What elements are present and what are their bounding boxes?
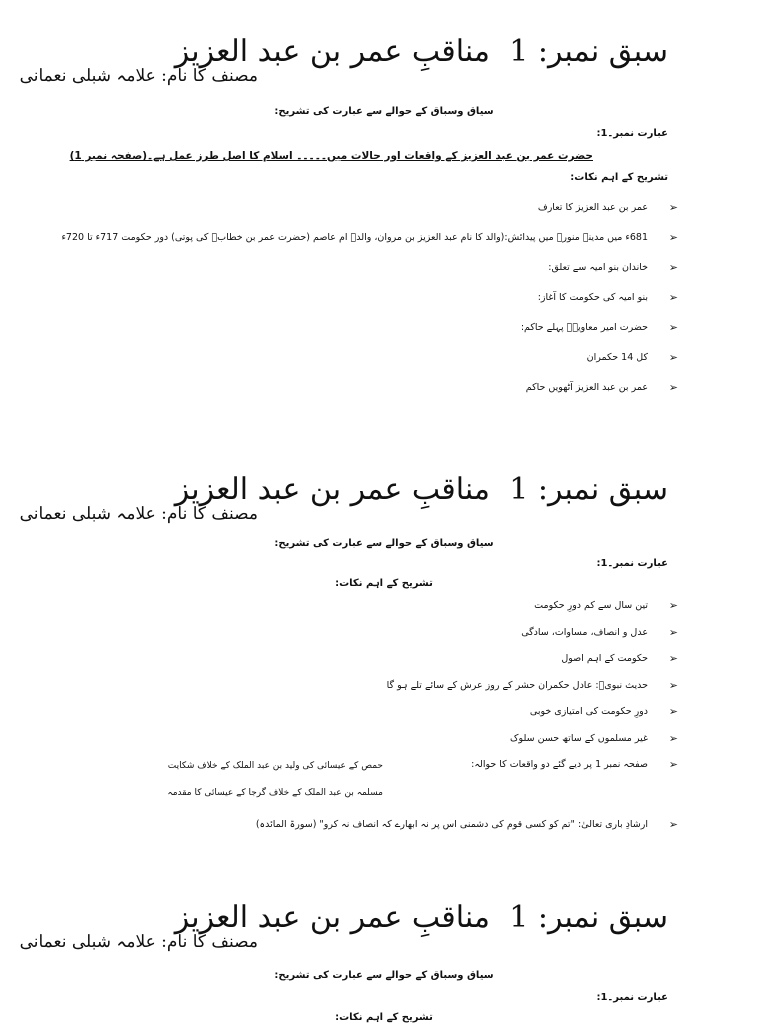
section-3 (0, 896, 768, 1024)
list-item: ➢ حدیث نبویؐ: عادل حکمران حشر کے روز عرش کے سائے تلے ہو گا (386, 678, 678, 692)
side-note: حمص کے عیسائی کی ولید بن عبد الملک کے خلاف شکایت (167, 761, 383, 771)
author-name: مصنف کا نام: علامہ شبلی نعمانی (19, 932, 258, 952)
arrow-bullet-icon: ➢ (668, 351, 678, 364)
title-row (0, 468, 768, 524)
arrow-bullet-icon: ➢ (668, 758, 678, 771)
list-item: ➢ عمر بن عبد العزیز کا تعارف (537, 201, 678, 214)
arrow-bullet-icon: ➢ (668, 291, 678, 304)
arrow-bullet-icon: ➢ (668, 705, 678, 718)
arrow-bullet-icon: ➢ (668, 652, 678, 665)
arrow-bullet-icon: ➢ (668, 599, 678, 612)
list-item: ➢ دورِ حکومت کی امتیازی خوبی (529, 705, 678, 718)
context-heading: سیاق وسباق کے حوالے سے عبارت کی تشریح: (274, 106, 494, 117)
points-heading: تشریح کے اہم نکات: (335, 1012, 433, 1023)
arrow-bullet-icon: ➢ (668, 231, 678, 244)
arrow-bullet-icon: ➢ (668, 321, 678, 334)
passage-number: عبارت نمبر۔1: (596, 128, 668, 139)
lesson-title: مناقبِ عمر بن عبد العزیز (174, 472, 490, 507)
title-row (0, 30, 768, 86)
list-item: ➢ حضرت امیر معاویہؓ پہلے حاکم: (520, 321, 678, 334)
list-item: ➢ غیر مسلموں کے ساتھ حسن سلوک (510, 731, 678, 745)
lesson-title: مناقبِ عمر بن عبد العزیز (174, 34, 490, 69)
context-heading: سیاق وسباق کے حوالے سے عبارت کی تشریح: (274, 970, 494, 981)
arrow-bullet-icon: ➢ (668, 731, 678, 745)
list-item: ➢ کل 14 حکمران (586, 351, 678, 364)
list-item: ➢ ارشادِ باری تعالیٰ: "تم کو کسی قوم کی دشمنی اس پر نہ ابھارے کہ انصاف نہ کرو" (سورۃ المائدہ) (255, 818, 678, 831)
list-item: ➢ حکومت کے اہم اصول (561, 652, 678, 665)
list-item: ➢ بنو امیہ کی حکومت کا آغاز: (537, 291, 678, 304)
list-item: ➢ عمر بن عبد العزیز آٹھویں حاکم (525, 381, 678, 394)
lesson-title: مناقبِ عمر بن عبد العزیز (174, 900, 490, 935)
author-name: مصنف کا نام: علامہ شبلی نعمانی (19, 504, 258, 524)
arrow-bullet-icon: ➢ (668, 818, 678, 831)
title-row (0, 896, 768, 952)
arrow-bullet-icon: ➢ (668, 625, 678, 639)
points-list (61, 200, 678, 410)
points-heading: تشریح کے اہم نکات: (570, 172, 668, 183)
arrow-bullet-icon: ➢ (668, 201, 678, 214)
arrow-bullet-icon: ➢ (668, 381, 678, 394)
arrow-bullet-icon: ➢ (668, 261, 678, 274)
lesson-number: سبق نمبر: 1 (509, 472, 668, 507)
author-name: مصنف کا نام: علامہ شبلی نعمانی (19, 66, 258, 86)
list-item: ➢ خاندان بنو امیہ سے تعلق: (548, 261, 678, 274)
passage-text: حضرت عمر بن عبد العزیز کے واقعات اور حالات میں۔۔۔۔۔ اسلام کا اصل طرز عمل ہے۔(صفحہ نمبر 1) (69, 150, 593, 162)
arrow-bullet-icon: ➢ (668, 678, 678, 692)
section-2 (0, 468, 768, 848)
lesson-number: سبق نمبر: 1 (509, 900, 668, 935)
side-note: مسلمہ بن عبد الملک کے خلاف گرجا کے عیسائی کا مقدمہ (167, 788, 383, 798)
list-item: ➢ صفحہ نمبر 1 پر دیے گئے دو واقعات کا حوالہ: (471, 758, 678, 771)
context-heading: سیاق وسباق کے حوالے سے عبارت کی تشریح: (274, 538, 494, 549)
section-1 (0, 30, 768, 410)
passage-number: عبارت نمبر۔1: (596, 992, 668, 1003)
list-item: ➢ تین سال سے کم دورِ حکومت (534, 599, 678, 612)
lesson-number: سبق نمبر: 1 (509, 34, 668, 69)
list-item: ➢ عدل و انصاف، مساوات، سادگی (521, 625, 678, 639)
points-heading: تشریح کے اہم نکات: (335, 578, 433, 589)
list-item: ➢ 681ء میں مدینہ منورہ میں پیدائش:(والد کا نام عبد العزیز بن مروان، والدہ ام عاصم (حضرت عمر بن خطابؓ کی پوتی) دور حکومت 717ء تا 720ء (61, 231, 678, 244)
passage-number: عبارت نمبر۔1: (596, 558, 668, 569)
